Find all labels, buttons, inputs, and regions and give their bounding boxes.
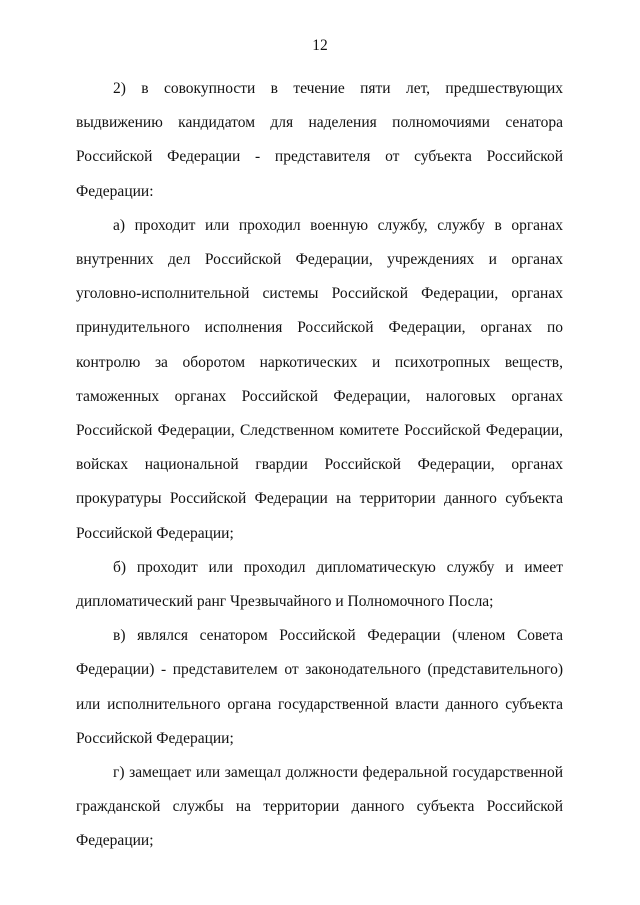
paragraph-2v: в) являлся сенатором Российской Федерации (членом Совета Федерации) - представителем от законодательного (представительного) или исполнительного органа государственной власти данного субъекта Российской Федерации; xyxy=(76,627,563,747)
paragraph-2g: г) замещает или замещал должности федеральной государственной гражданской службы на территории данного субъекта Российской Федерации; xyxy=(76,764,563,850)
paragraph-2b: б) проходит или проходил дипломатическую службу и имеет дипломатический ранг Чрезвычайного и Полномочного Посла; xyxy=(76,558,563,611)
page-number: 12 xyxy=(312,37,328,54)
paragraph-2a: а) проходит или проходил военную службу, службу в органах внутренних дел Российской Федерации, учреждениях и органах уголовно-исполнительной системы Российской Федерации, органах принудительного исполнения Российской Федерации, органах по контролю за оборотом наркотических и психотропных веществ, таможенных органах Российской Федерации, налоговых органах Российской Федерации, Следственном комитете Российской Федерации, войсках национальной гвардии Российской Федерации, органах прокуратуры Российской Федерации на территории данного субъекта Российской Федерации; xyxy=(76,216,563,542)
document-body xyxy=(76,72,563,859)
paragraph-2: 2) в совокупности в течение пяти лет, предшествующих выдвижению кандидатом для наделения полномочиями сенатора Российской Федерации - представителя от субъекта Российской Федерации: xyxy=(76,80,563,200)
